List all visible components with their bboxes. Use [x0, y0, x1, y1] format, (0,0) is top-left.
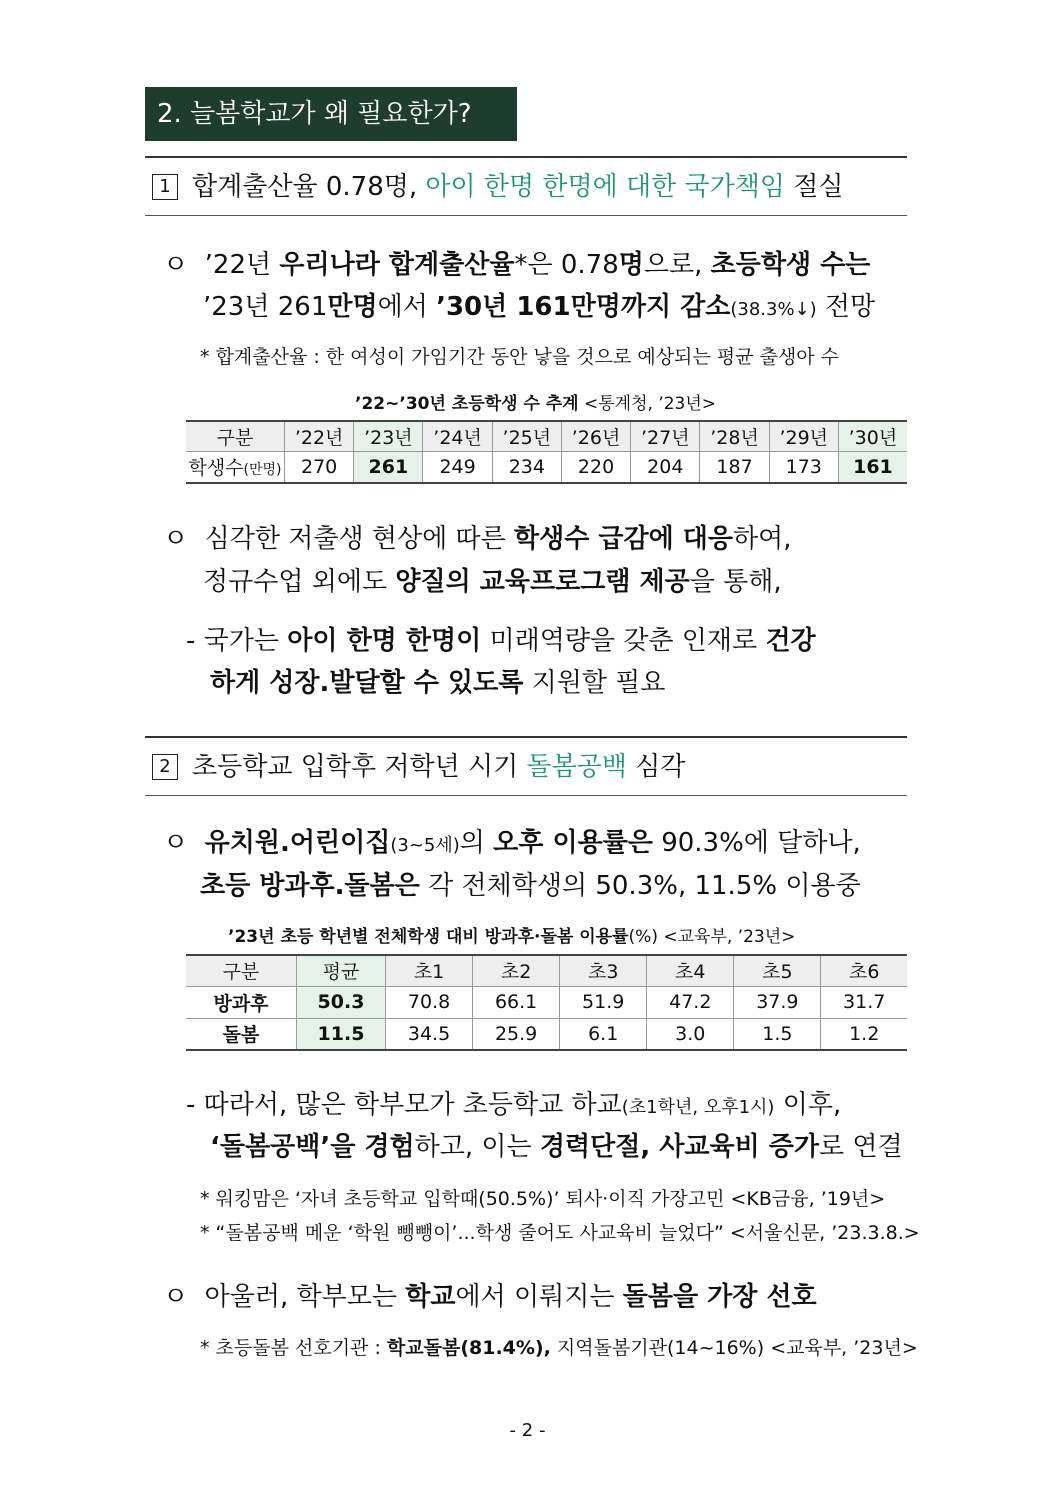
footnote: * “돌봄공백 메운 ‘학원 뺑뺑이’...학생 줄어도 사교육비 늘었다” <서울신문, ’23.3.8.> — [200, 1222, 920, 1244]
table-cell: 11.5 — [297, 1018, 386, 1050]
table-cell: 50.3 — [297, 986, 386, 1018]
table-cell: 25.9 — [473, 1018, 560, 1050]
table-header-cell: ’30년 — [838, 421, 907, 451]
table-header-cell: 초6 — [821, 955, 907, 986]
table-cell: 31.7 — [821, 986, 907, 1018]
paragraph-line: ’23년 261만명에서 ’30년 161만명까지 감소(38.3%↓) 전망 — [203, 292, 876, 322]
table-cell: 6.1 — [560, 1018, 647, 1050]
table-header-cell: 초4 — [647, 955, 734, 986]
footnote: * 합계출산율 : 한 여성이 가임기간 동안 낳을 것으로 예상되는 평균 출생아 수 — [200, 346, 839, 368]
student-count-table — [186, 420, 907, 484]
divider — [145, 795, 907, 796]
table-header-cell: ’22년 — [285, 421, 354, 451]
table-cell: 1.5 — [734, 1018, 821, 1050]
table-cell: 220 — [561, 451, 630, 483]
table-cell: 37.9 — [734, 986, 821, 1018]
table-header-cell: ’29년 — [769, 421, 838, 451]
highlight-text: 아이 한명 한명에 대한 국가책임 — [425, 172, 785, 202]
table-header-cell: 초1 — [386, 955, 473, 986]
table-row-label: 학생수(만명) — [186, 451, 285, 483]
table-cell: 270 — [285, 451, 354, 483]
section-number: 2 — [152, 754, 178, 780]
divider — [145, 736, 907, 738]
table-header-cell: 구분 — [186, 421, 285, 451]
after-school-usage-table — [186, 954, 907, 1051]
table-caption: ’23년 초등 학년별 전체학생 대비 방과후·돌봄 이용률(%) <교육부, ’23년> — [228, 927, 796, 947]
table-caption: ’22~’30년 초등학생 수 추계 <통계청, ’23년> — [355, 394, 717, 414]
paragraph-line: 초등 방과후.돌봄은 각 전체학생의 50.3%, 11.5% 이용중 — [200, 871, 861, 901]
table-cell: 70.8 — [386, 986, 473, 1018]
table-cell: 234 — [492, 451, 561, 483]
paragraph-line: ㅇ ’22년 우리나라 합계출산율*은 0.78명으로, 초등학생 수는 — [163, 250, 871, 280]
table-cell: 187 — [700, 451, 769, 483]
paragraph-line: ‘돌봄공백’을 경험하고, 이는 경력단절, 사교육비 증가로 연결 — [210, 1132, 903, 1162]
page-number: - 2 - — [509, 1420, 546, 1441]
paragraph-line: 정규수업 외에도 양질의 교육프로그램 제공을 통해, — [203, 567, 782, 597]
dash: - — [186, 626, 196, 656]
paragraph-line: ㅇ 유치원.어린이집(3~5세)의 오후 이용률은 90.3%에 달하나, — [163, 828, 861, 858]
table-cell: 204 — [631, 451, 700, 483]
divider — [145, 215, 907, 216]
paragraph-line: 하게 성장.발달할 수 있도록 지원할 필요 — [210, 668, 666, 698]
table-header-cell: ’25년 — [492, 421, 561, 451]
section-2-header: 2 초등학교 입학후 저학년 시기 돌봄공백 심각 — [152, 751, 685, 783]
highlight-text: 돌봄공백 — [526, 752, 627, 782]
table-cell: 261 — [354, 451, 423, 483]
table-header-cell: 초3 — [560, 955, 647, 986]
table-header-cell: ’28년 — [700, 421, 769, 451]
table-row-label: 돌봄 — [186, 1018, 297, 1050]
bullet: ㅇ — [163, 828, 189, 858]
paragraph-line: - 국가는 아이 한명 한명이 미래역량을 갖춘 인재로 건강 — [186, 626, 816, 656]
table-header-cell: ’26년 — [561, 421, 630, 451]
bullet: ㅇ — [163, 1282, 189, 1312]
table-cell: 173 — [769, 451, 838, 483]
footnote: * 초등돌봄 선호기관 : 학교돌봄(81.4%), 지역돌봄기관(14~16%) <교육부, ’23년> — [200, 1337, 918, 1359]
table-cell: 66.1 — [473, 986, 560, 1018]
paragraph-line: ㅇ 심각한 저출생 현상에 따른 학생수 급감에 대응하여, — [163, 524, 792, 554]
table-cell: 1.2 — [821, 1018, 907, 1050]
table-header-cell: ’27년 — [631, 421, 700, 451]
section-1-header: 1 합계출산율 0.78명, 아이 한명 한명에 대한 국가책임 절실 — [152, 171, 843, 203]
table-header-cell: 평균 — [297, 955, 386, 986]
table-row-label: 방과후 — [186, 986, 297, 1018]
table-cell: 47.2 — [647, 986, 734, 1018]
table-header-cell: 구분 — [186, 955, 297, 986]
section-title: 2. 늘봄학교가 왜 필요한가? — [145, 87, 517, 141]
table-cell: 3.0 — [647, 1018, 734, 1050]
table-header-cell: ’24년 — [423, 421, 492, 451]
table-header-cell: 초5 — [734, 955, 821, 986]
table-cell: 161 — [838, 451, 907, 483]
table-header-cell: ’23년 — [354, 421, 423, 451]
paragraph-line: ㅇ 아울러, 학부모는 학교에서 이뤄지는 돌봄을 가장 선호 — [163, 1282, 817, 1312]
table-header-cell: 초2 — [473, 955, 560, 986]
divider — [145, 156, 907, 158]
section-number: 1 — [152, 174, 178, 200]
table-cell: 249 — [423, 451, 492, 483]
bullet: ㅇ — [163, 250, 189, 280]
table-cell: 34.5 — [386, 1018, 473, 1050]
dash: - — [186, 1090, 196, 1120]
paragraph-line: - 따라서, 많은 학부모가 초등학교 하교(초1학년, 오후1시) 이후, — [186, 1090, 842, 1120]
footnote: * 워킹맘은 ‘자녀 초등학교 입학때(50.5%)’ 퇴사·이직 가장고민 <KB금융, ’19년> — [200, 1188, 886, 1210]
bullet: ㅇ — [163, 524, 189, 554]
table-cell: 51.9 — [560, 986, 647, 1018]
